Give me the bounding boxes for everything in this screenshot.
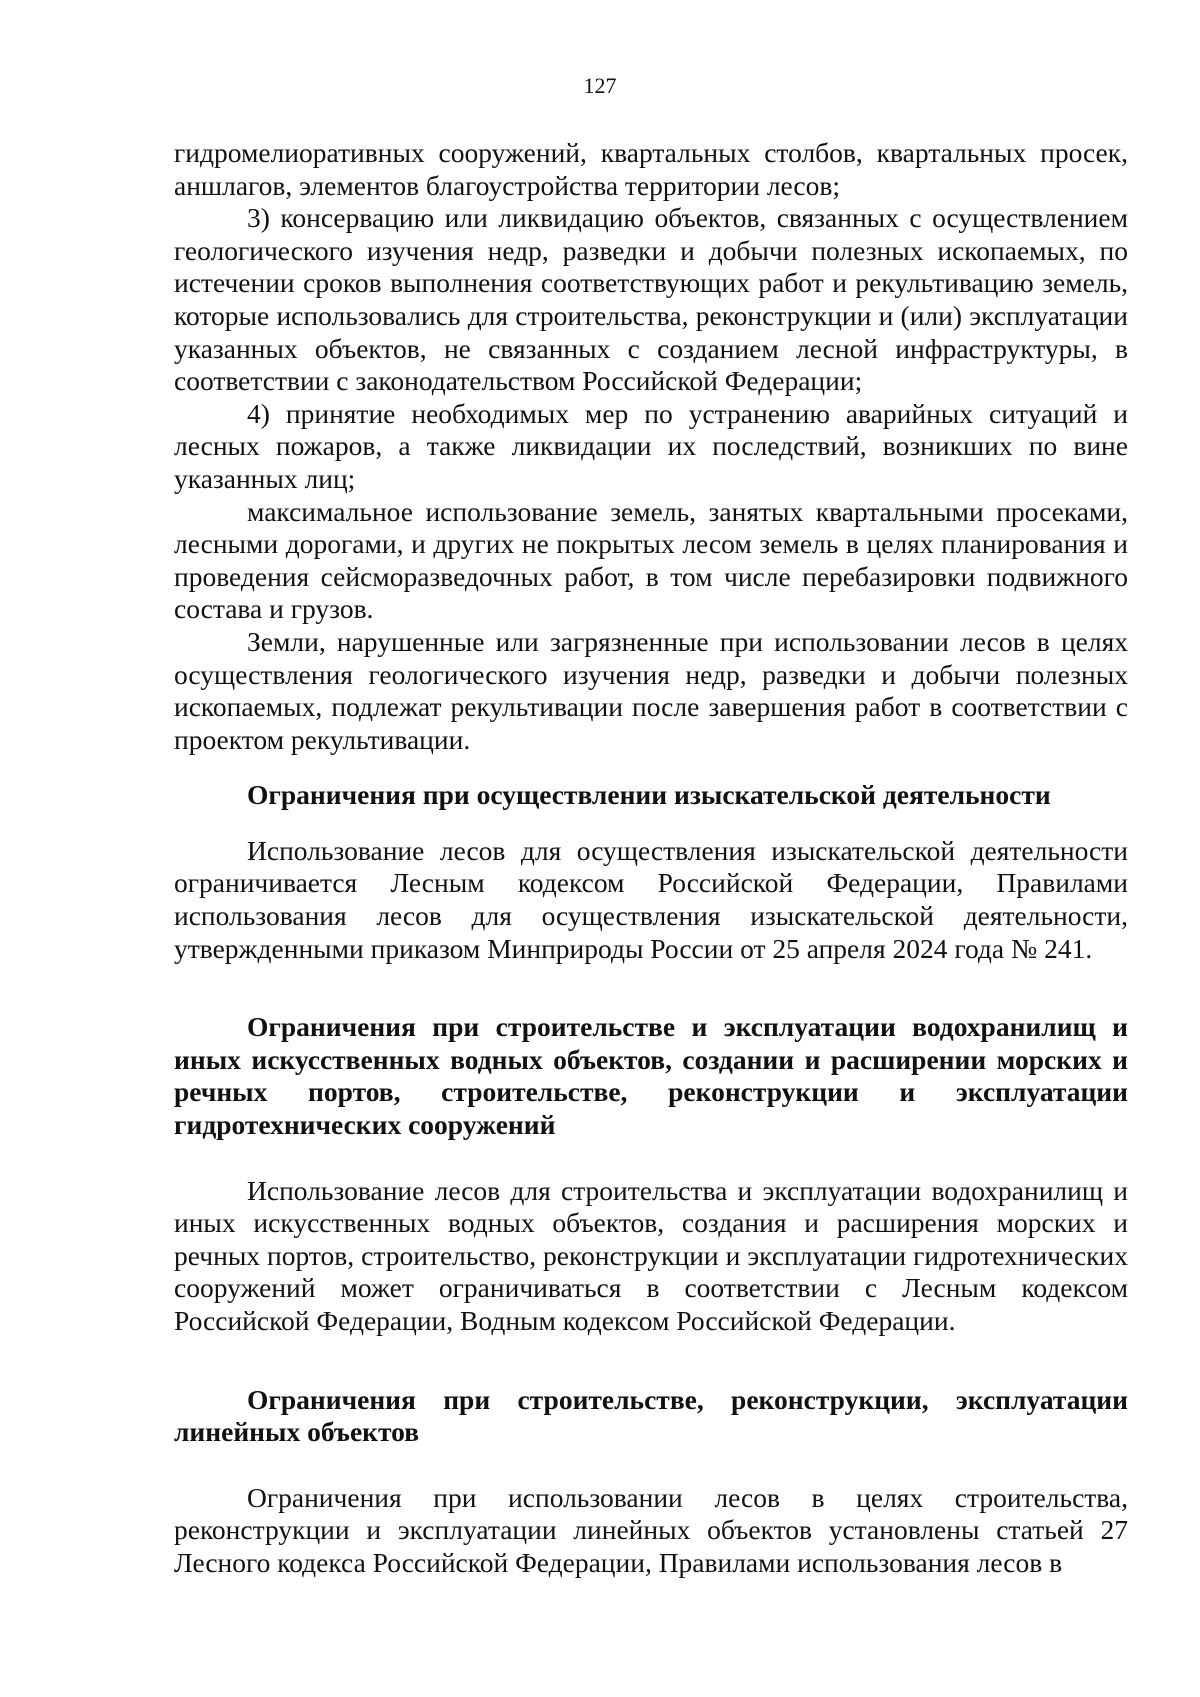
paragraph-land-reclamation: Земли, нарушенные или загрязненные при использовании лесов в целях осуществления геологического изучения недр, разведки и добычи полезных ископаемых, подлежат рекультивации после завершения работ в соответствии с проектом рекультивации. <box>174 625 1128 755</box>
page-number: 127 <box>583 73 617 98</box>
paragraph-continuation: гидромелиоративных сооружений, квартальных столбов, квартальных просек, аншлагов, элементов благоустройства территории лесов; <box>174 137 1128 201</box>
section-body-linear-objects: Ограничения при использовании лесов в целях строительства, реконструкции и эксплуатации линейных объектов установлены статьей 27 Лесного кодекса Российской Федерации, Правилами использования лесов в <box>174 1481 1128 1578</box>
section-body-reservoirs: Использование лесов для строительства и эксплуатации водохранилищ и иных искусственных водных объектов, создания и расширения морских и речных портов, строительство, реконструкции и эксплуатации гидротехнических сооружений может ограничиваться в соответствии с Лесным кодексом Российской Федерации, Водным кодексом Российской Федерации. <box>174 1174 1128 1336</box>
list-item-4: 4) принятие необходимых мер по устранению аварийных ситуаций и лесных пожаров, а также ликвидации их последствий, возникших по вине указанных лиц; <box>174 397 1128 494</box>
section-body-survey: Использование лесов для осуществления изыскательской деятельности ограничивается Лесным кодексом Российской Федерации, Правилами использования лесов для осуществления изыскательской деятельности, утвержденными приказом Минприроды России от 25 апреля 2024 года № 241. <box>174 834 1128 964</box>
paragraph-max-land-use: максимальное использование земель, занятых квартальными просеками, лесными дорогами, и других не покрытых лесом земель в целях планирования и проведения сейсморазведочных работ, в том числе перебазировки подвижного состава и грузов. <box>174 495 1128 625</box>
section-heading-survey: Ограничения при осуществлении изыскательской деятельности <box>247 779 1051 811</box>
list-item-3: 3) консервацию или ликвидацию объектов, связанных с осуществлением геологического изучения недр, разведки и добычи полезных ископаемых, по истечении сроков выполнения соответствующих работ и рекультивацию земель, которые использовались для строительства, реконструкции и (или) эксплуатации указанных объектов, не связанных с созданием лесной инфраструктуры, в соответствии с законодательством Российской Федерации; <box>174 202 1128 397</box>
document-body <box>174 137 1128 1580</box>
section-heading-linear-objects: Ограничения при строительстве, реконструкции, эксплуатации линейных объектов <box>174 1383 1128 1448</box>
section-heading-reservoirs: Ограничения при строительстве и эксплуатации водохранилищ и иных искусственных водных объектов, создании и расширении морских и речных портов, строительстве, реконструкции и эксплуатации гидротехнических сооружений <box>174 1011 1128 1141</box>
